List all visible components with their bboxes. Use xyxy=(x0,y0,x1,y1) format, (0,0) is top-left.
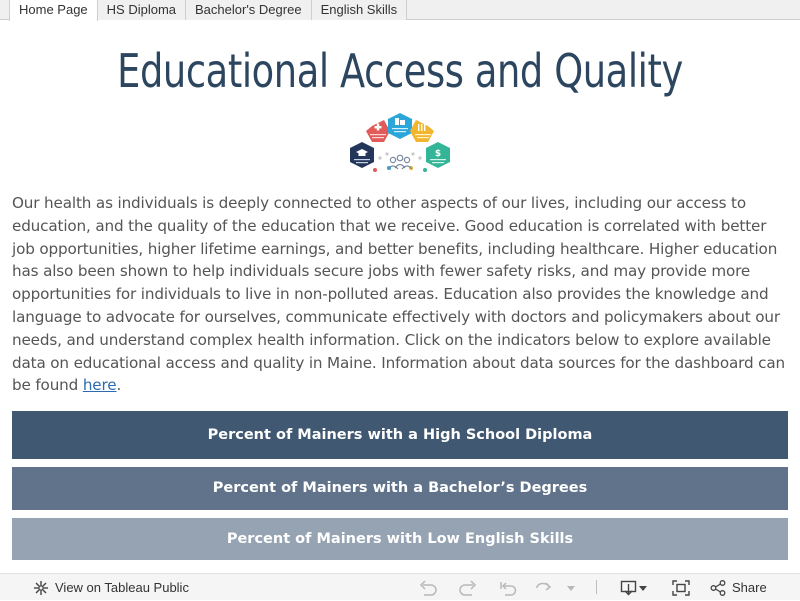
economic-stability-icon xyxy=(426,142,450,168)
download-button[interactable] xyxy=(620,574,648,601)
redo-button[interactable] xyxy=(458,574,478,601)
food-icon xyxy=(410,120,434,142)
view-on-tableau-public-label: View on Tableau Public xyxy=(55,580,189,595)
health-care-icon xyxy=(366,120,390,142)
tableau-logo-icon xyxy=(33,580,49,596)
tab-hs-diploma[interactable]: HS Diploma xyxy=(98,0,186,20)
revert-button[interactable] xyxy=(498,574,518,601)
low-english-skills-indicator-button[interactable]: Percent of Mainers with Low English Skills xyxy=(12,518,788,560)
refresh-dropdown-button[interactable] xyxy=(566,574,576,601)
chevron-down-icon xyxy=(566,580,576,596)
tab-bachelors-degree[interactable]: Bachelor's Degree xyxy=(186,0,312,20)
tab-home-page[interactable]: Home Page xyxy=(9,0,98,21)
share-label: Share xyxy=(732,580,767,595)
view-on-tableau-public-button[interactable] xyxy=(33,574,189,601)
data-sources-link[interactable]: here xyxy=(82,376,117,395)
undo-button[interactable] xyxy=(418,574,438,601)
refresh-button[interactable] xyxy=(535,574,555,601)
bachelors-degree-indicator-button[interactable]: Percent of Mainers with a Bachelor’s Degrees xyxy=(12,467,788,510)
fullscreen-icon xyxy=(672,580,690,596)
undo-icon xyxy=(418,580,438,596)
refresh-icon xyxy=(535,580,555,596)
hs-diploma-indicator-button[interactable]: Percent of Mainers with a High School Diploma xyxy=(12,411,788,459)
page-title: Educational Access and Quality xyxy=(117,44,683,98)
education-icon xyxy=(350,142,374,168)
tab-english-skills[interactable]: English Skills xyxy=(312,0,408,20)
tab-list xyxy=(9,0,407,20)
chevron-down-icon xyxy=(638,580,648,596)
svg-text:$: $ xyxy=(434,149,442,159)
share-icon xyxy=(710,580,726,596)
intro-end: . xyxy=(116,376,122,395)
tableau-toolbar xyxy=(0,573,800,600)
download-icon xyxy=(620,580,638,596)
neighborhood-icon xyxy=(388,113,412,139)
revert-icon xyxy=(498,580,518,596)
toolbar-divider xyxy=(596,580,597,594)
social-determinants-logo xyxy=(335,110,465,185)
intro-text: Our health as individuals is deeply connected to other aspects of our lives, including our access to education, and the quality of the education that we receive. Good education is correlated with better job opportunities, higher lifetime earnings, and better benefits, including healthcare. Higher education has also been shown to help individuals secure jobs with fewer safety risks, and may provide more opportunities for individuals to live in non-polluted areas. Education also provides the knowledge and language to advocate for ourselves, communicate effectively with doctors and policymakers about our needs, and understand complex health information. Click on the indicators below to explore available data on educational access and quality in Maine. Information about data sources for the dashboard can be found xyxy=(12,194,785,395)
fullscreen-button[interactable] xyxy=(672,574,690,601)
tab-bar xyxy=(0,0,800,20)
redo-icon xyxy=(458,580,478,596)
intro-paragraph xyxy=(12,192,790,397)
share-button[interactable] xyxy=(710,574,767,601)
